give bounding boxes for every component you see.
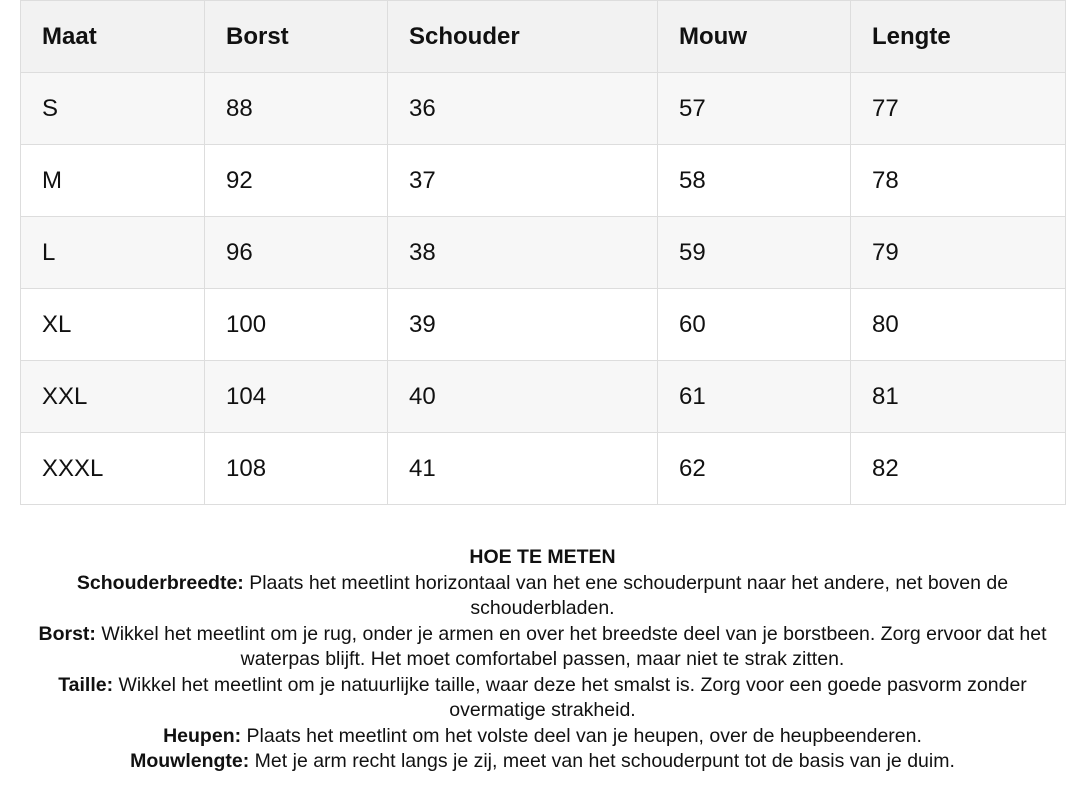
- table-row: [21, 145, 1066, 217]
- cell-mouw: 57: [658, 73, 851, 145]
- cell-borst: 104: [205, 361, 388, 433]
- header-maat: Maat: [21, 1, 205, 73]
- instruction-text: Plaats het meetlint om het volste deel van je heupen, over de heupbeenderen.: [241, 724, 922, 747]
- size-chart-table: [20, 0, 1066, 505]
- instruction-text: Met je arm recht langs je zij, meet van het schouderpunt tot de basis van je duim.: [249, 750, 955, 772]
- header-borst: Borst: [205, 1, 388, 73]
- cell-schouder: 39: [388, 289, 658, 361]
- instruction-text: Wikkel het meetlint om je rug, onder je armen en over het breedste deel van je borstbeen. Zorg ervoor dat het waterpas blijft. Het moet comfortabel passen, maar niet te strak zitten.: [95, 622, 1047, 670]
- cell-mouw: 58: [658, 145, 851, 217]
- cell-lengte: 80: [851, 289, 1066, 361]
- instruction-term: Heupen:: [163, 724, 242, 747]
- instruction-waist: [20, 673, 1065, 724]
- instruction-shoulder-width: [20, 571, 1065, 622]
- cell-maat: S: [21, 73, 205, 145]
- cell-mouw: 61: [658, 361, 851, 433]
- table-header-row: [21, 1, 1066, 73]
- cell-schouder: 40: [388, 361, 658, 433]
- cell-schouder: 37: [388, 145, 658, 217]
- cell-borst: 96: [205, 217, 388, 289]
- cell-lengte: 78: [851, 145, 1066, 217]
- cell-borst: 88: [205, 73, 388, 145]
- cell-lengte: 81: [851, 361, 1066, 433]
- cell-mouw: 62: [658, 433, 851, 505]
- cell-maat: L: [21, 217, 205, 289]
- instruction-text: Plaats het meetlint horizontaal van het ene schouderpunt naar het andere, net boven de schouderbladen.: [243, 571, 1009, 619]
- instructions-title: HOE TE METEN: [469, 546, 616, 568]
- table-row: [21, 217, 1066, 289]
- header-mouw: Mouw: [658, 1, 851, 73]
- table-row: [21, 361, 1066, 433]
- instruction-term: Mouwlengte:: [130, 750, 250, 772]
- cell-lengte: 82: [851, 433, 1066, 505]
- cell-borst: 108: [205, 433, 388, 505]
- table-row: [21, 73, 1066, 145]
- instruction-sleeve-length: [20, 749, 1065, 775]
- cell-maat: XXL: [21, 361, 205, 433]
- cell-maat: XXXL: [21, 433, 205, 505]
- cell-schouder: 36: [388, 73, 658, 145]
- cell-lengte: 77: [851, 73, 1066, 145]
- cell-mouw: 60: [658, 289, 851, 361]
- instruction-term: Taille:: [58, 673, 114, 696]
- cell-borst: 92: [205, 145, 388, 217]
- instruction-chest: [20, 622, 1065, 673]
- header-lengte: Lengte: [851, 1, 1066, 73]
- cell-mouw: 59: [658, 217, 851, 289]
- instruction-term: Schouderbreedte:: [76, 571, 244, 594]
- measuring-instructions: [20, 545, 1065, 775]
- table-row: [21, 433, 1066, 505]
- cell-maat: XL: [21, 289, 205, 361]
- cell-maat: M: [21, 145, 205, 217]
- instruction-term: Borst:: [38, 622, 96, 645]
- cell-lengte: 79: [851, 217, 1066, 289]
- cell-schouder: 41: [388, 433, 658, 505]
- instruction-text: Wikkel het meetlint om je natuurlijke taille, waar deze het smalst is. Zorg voor een goede pasvorm zonder overmatige strakheid.: [113, 673, 1027, 721]
- cell-schouder: 38: [388, 217, 658, 289]
- cell-borst: 100: [205, 289, 388, 361]
- instruction-hips: [20, 724, 1065, 750]
- header-schouder: Schouder: [388, 1, 658, 73]
- table-row: [21, 289, 1066, 361]
